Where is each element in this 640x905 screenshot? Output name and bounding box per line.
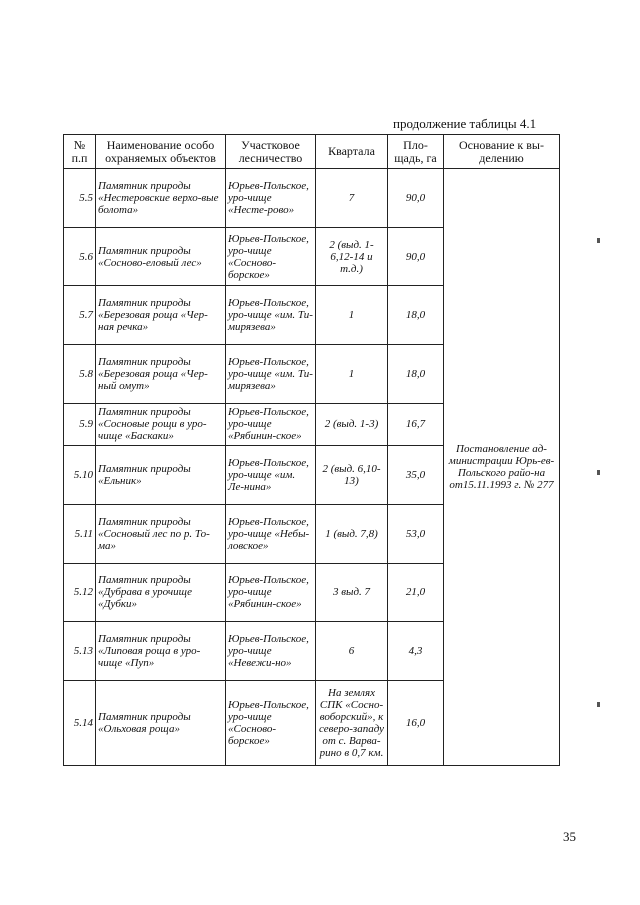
header-basis: Основание к вы-делению [444,135,560,169]
header-forestry: Участковое лесничество [226,135,316,169]
row-num: 5.7 [64,286,96,345]
row-num: 5.14 [64,680,96,765]
row-area: 16,0 [388,680,444,765]
row-name: Памятник природы «Дубрава в урочище «Дубки» [96,563,226,622]
row-num: 5.11 [64,504,96,563]
row-name: Памятник природы «Ельник» [96,446,226,505]
header-quarter: Квартала [316,135,388,169]
row-name: Памятник природы «Березовая роща «Чер-ная речка» [96,286,226,345]
header-area: Пло-щадь, га [388,135,444,169]
row-name: Памятник природы «Березовая роща «Чер-ный омут» [96,345,226,404]
row-quarter: 7 [316,169,388,228]
row-num: 5.9 [64,403,96,445]
row-name: Памятник природы «Сосновые рощи в уро-чище «Баскаки» [96,403,226,445]
scan-speck [597,470,600,475]
row-forestry: Юрьев-Польское, уро-чище «Несте-рово» [226,169,316,228]
row-num: 5.13 [64,622,96,681]
page-number: 35 [563,829,576,844]
scan-speck [597,702,600,707]
row-name: Памятник природы «Нестеровские верхо-вые болота» [96,169,226,228]
row-forestry: Юрьев-Польское, уро-чище «им. Ле-нина» [226,446,316,505]
row-forestry: Юрьев-Польское, уро-чище «Рябинин-ское» [226,563,316,622]
row-num: 5.6 [64,227,96,286]
row-quarter: 2 (выд. 6,10-13) [316,446,388,505]
row-quarter: 1 [316,345,388,404]
row-num: 5.5 [64,169,96,228]
row-name: Памятник природы «Сосновый лес по р. То-ма» [96,504,226,563]
row-quarter: 1 (выд. 7,8) [316,504,388,563]
row-forestry: Юрьев-Польское, уро-чище «Невежи-но» [226,622,316,681]
row-num: 5.12 [64,563,96,622]
row-quarter: 1 [316,286,388,345]
table-header-row [64,135,560,169]
row-name: Памятник природы «Липовая роща в уро-чище «Пуп» [96,622,226,681]
row-num: 5.10 [64,446,96,505]
row-forestry: Юрьев-Польское, уро-чище «Рябинин-ское» [226,403,316,445]
row-quarter: 6 [316,622,388,681]
row-forestry: Юрьев-Польское, уро-чище «Сосново-борское» [226,227,316,286]
row-forestry: Юрьев-Польское, уро-чище «им. Ти-мирязева» [226,286,316,345]
row-name: Памятник природы «Сосново-еловый лес» [96,227,226,286]
row-quarter: 2 (выд. 1-6,12-14 и т.д.) [316,227,388,286]
row-area: 90,0 [388,227,444,286]
row-quarter: 3 выд. 7 [316,563,388,622]
row-area: 18,0 [388,286,444,345]
row-forestry: Юрьев-Польское, уро-чище «Сосново-борское» [226,680,316,765]
row-forestry: Юрьев-Польское, уро-чище «им. Ти-мирязева» [226,345,316,404]
row-area: 4,3 [388,622,444,681]
header-name: Наименование особо охраняемых объектов [96,135,226,169]
row-basis: Постановление ад-министрации Юрь-ев- Польского райо-на от15.11.1993 г. № 277 [444,169,560,766]
table-caption: продолжение таблицы 4.1 [393,116,537,131]
row-area: 90,0 [388,169,444,228]
row-forestry: Юрьев-Польское, уро-чище «Небы-ловское» [226,504,316,563]
row-area: 21,0 [388,563,444,622]
scan-speck [597,238,600,243]
table-row [64,169,560,228]
row-area: 16,7 [388,403,444,445]
row-num: 5.8 [64,345,96,404]
protected-areas-table [63,134,560,766]
header-num: № п.п [64,135,96,169]
row-area: 18,0 [388,345,444,404]
row-quarter: 2 (выд. 1-3) [316,403,388,445]
row-area: 53,0 [388,504,444,563]
row-area: 35,0 [388,446,444,505]
row-quarter: На землях СПК «Сосно-воборский», к северо-западу от с. Варва-рино в 0,7 км. [316,680,388,765]
row-name: Памятник природы «Ольховая роща» [96,680,226,765]
